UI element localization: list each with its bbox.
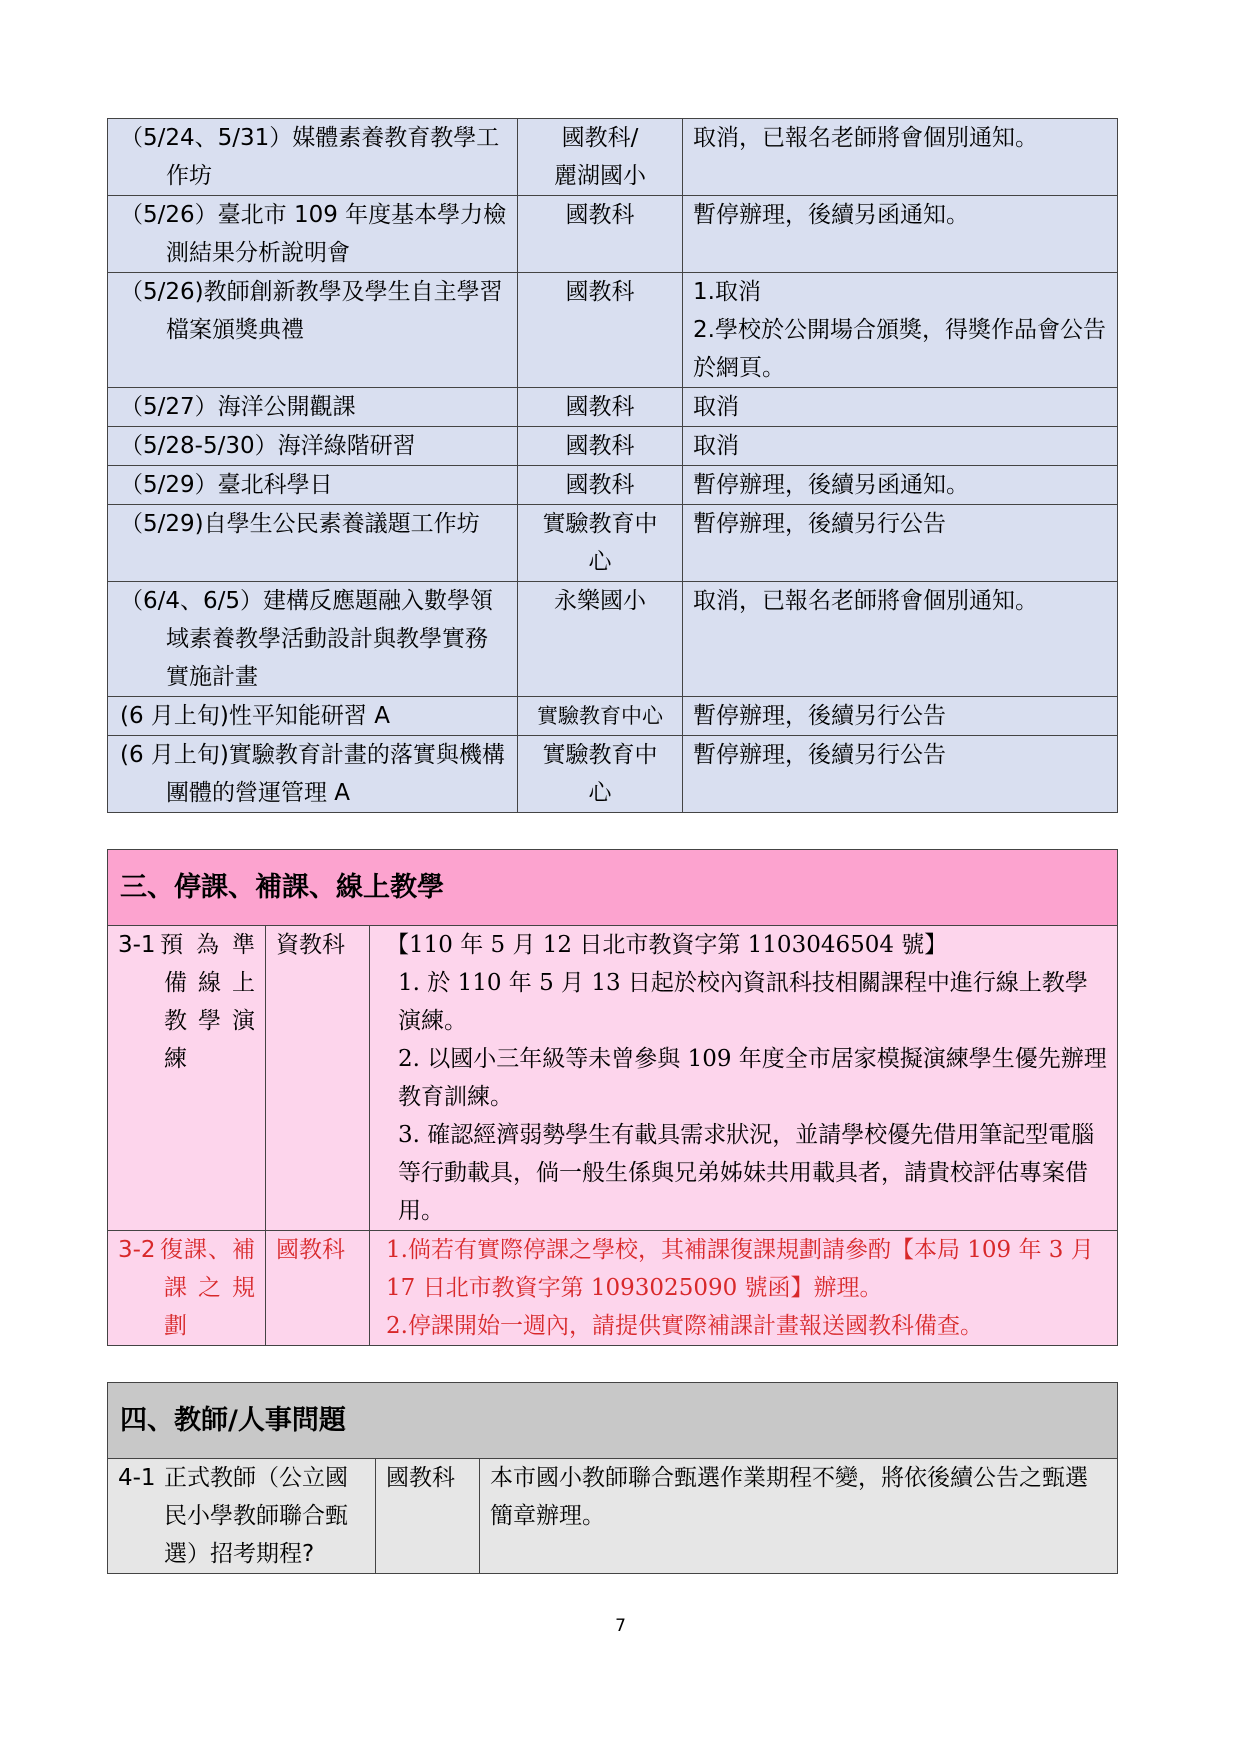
event-name: （5/27）海洋公開觀課 — [108, 388, 518, 427]
event-row — [108, 505, 1118, 582]
topic-line: 備線上 — [164, 970, 255, 996]
point-item: 1.倘若有實際停課之學校，其補課復課規劃請參酌【本局 109 年 3 月 17 日北市教資字第 1093025090 號函】辦理。 — [386, 1237, 1094, 1301]
event-row — [108, 388, 1118, 427]
event-status — [683, 582, 1118, 697]
section3-item1-unit: 資教科 — [266, 926, 370, 1231]
event-name: （6/4、6/5）建構反應題融入數學領域素養教學活動設計與教學實務實施計畫 — [108, 582, 518, 697]
status-line: 暫停辦理，後續另行公告 — [693, 742, 946, 768]
section3-item1-content — [370, 926, 1118, 1231]
point-item: 3. 確認經濟弱勢學生有載具需求狀況，並請學校優先借用筆記型電腦等行動載具，倘一般生係與兄弟姊妹共用載具者，請貴校評估專案借用。 — [398, 1122, 1095, 1224]
event-name: （5/29）臺北科學日 — [108, 466, 518, 505]
status-line: 2.學校於公開場合頒獎，得獎作品會公告於網頁。 — [693, 317, 1106, 381]
event-status — [683, 273, 1118, 388]
section4-item1-answer: 本市國小教師聯合甄選作業期程不變，將依後續公告之甄選簡章辦理。 — [480, 1459, 1118, 1574]
topic-line: 課之規 — [164, 1275, 255, 1301]
event-unit — [518, 505, 683, 582]
section4-item1-unit: 國教科 — [376, 1459, 480, 1574]
item-code: 3-2 — [118, 1237, 156, 1263]
unit-line: 國教科 — [565, 433, 635, 459]
section3-item2-row — [108, 1231, 1118, 1346]
section4-header-row — [108, 1383, 1118, 1459]
event-row — [108, 736, 1118, 813]
event-row — [108, 582, 1118, 697]
events-table-body — [108, 119, 1118, 813]
event-name: （5/26）臺北市 109 年度基本學力檢測結果分析說明會 — [108, 196, 518, 273]
unit-line: 國教科 — [565, 202, 635, 228]
event-status — [683, 505, 1118, 582]
event-status — [683, 119, 1118, 196]
event-row — [108, 427, 1118, 466]
reference-text: 【110 年 5 月 12 日北市教資字第 1103046504 號】 — [386, 932, 948, 958]
status-line: 暫停辦理，後續另函通知。 — [693, 202, 969, 228]
event-row — [108, 466, 1118, 505]
event-row — [108, 697, 1118, 736]
status-line: 暫停辦理，後續另函通知。 — [693, 472, 969, 498]
section3-item2-content — [370, 1231, 1118, 1346]
unit-line: 心 — [588, 549, 612, 575]
event-status — [683, 196, 1118, 273]
event-status — [683, 388, 1118, 427]
event-unit — [518, 697, 683, 736]
status-line: 暫停辦理，後續另行公告 — [693, 703, 946, 729]
topic-line: 預為準 — [160, 932, 255, 958]
section4-table — [107, 1382, 1118, 1574]
item-code: 3-1 — [118, 932, 156, 958]
event-name: （5/24、5/31）媒體素養教育教學工作坊 — [108, 119, 518, 196]
unit-line: 麗湖國小 — [554, 163, 646, 189]
event-name: （5/29)自學生公民素養議題工作坊 — [108, 505, 518, 582]
section3-item1-row — [108, 926, 1118, 1231]
section3-header-row — [108, 850, 1118, 926]
event-status — [683, 466, 1118, 505]
topic-text: 正式教師（公立國民小學教師聯合甄選）招考期程? — [164, 1465, 348, 1567]
event-unit — [518, 582, 683, 697]
event-name: （5/26)教師創新教學及學生自主學習檔案頒獎典禮 — [108, 273, 518, 388]
unit-line: 實驗教育中 — [542, 511, 658, 537]
event-unit — [518, 466, 683, 505]
event-row — [108, 273, 1118, 388]
unit-line: 國教科 — [565, 279, 635, 305]
point-item: 2.停課開始一週內，請提供實際補課計畫報送國教科備查。 — [386, 1313, 983, 1339]
status-line: 取消 — [693, 394, 739, 420]
topic-line: 教學演 — [164, 1008, 255, 1034]
unit-line: 國教科/ — [561, 125, 639, 151]
event-unit — [518, 196, 683, 273]
section3-item2-topic — [108, 1231, 266, 1346]
section3-title: 三、停課、補課、線上教學 — [108, 850, 1118, 926]
event-unit — [518, 119, 683, 196]
event-row — [108, 196, 1118, 273]
event-unit — [518, 427, 683, 466]
unit-line: 心 — [588, 780, 612, 806]
status-line: 暫停辦理，後續另行公告 — [693, 511, 946, 537]
event-status — [683, 736, 1118, 813]
event-status — [683, 427, 1118, 466]
point-item: 2. 以國小三年級等未曾參與 109 年度全市居家模擬演練學生優先辦理教育訓練。 — [398, 1046, 1107, 1110]
event-unit — [518, 273, 683, 388]
section4-item1-row — [108, 1459, 1118, 1574]
unit-line: 永樂國小 — [554, 588, 646, 614]
unit-line: 國教科 — [565, 472, 635, 498]
event-name: (6 月上旬)實驗教育計畫的落實與機構團體的營運管理 A — [108, 736, 518, 813]
event-unit — [518, 736, 683, 813]
event-unit — [518, 388, 683, 427]
status-line: 1.取消 — [693, 279, 761, 305]
status-line: 取消 — [693, 433, 739, 459]
unit-line: 實驗教育中心 — [537, 704, 663, 728]
section3-item2-unit: 國教科 — [266, 1231, 370, 1346]
item-code: 4-1 — [118, 1465, 156, 1491]
events-table — [107, 118, 1118, 813]
section4-title: 四、教師/人事問題 — [108, 1383, 1118, 1459]
event-row — [108, 119, 1118, 196]
event-name: (6 月上旬)性平知能研習 A — [108, 697, 518, 736]
topic-line: 劃 — [164, 1313, 187, 1339]
section4-item1-topic — [108, 1459, 376, 1574]
status-line: 取消，已報名老師將會個別通知。 — [693, 125, 1038, 151]
event-name: （5/28-5/30）海洋綠階研習 — [108, 427, 518, 466]
section3-table — [107, 849, 1118, 1346]
status-line: 取消，已報名老師將會個別通知。 — [693, 588, 1038, 614]
page-number: 7 — [615, 1616, 626, 1636]
unit-line: 實驗教育中 — [542, 742, 658, 768]
topic-line: 復課、補 — [160, 1237, 255, 1263]
topic-line: 練 — [164, 1046, 187, 1072]
event-status — [683, 697, 1118, 736]
unit-line: 國教科 — [565, 394, 635, 420]
point-item: 1. 於 110 年 5 月 13 日起於校內資訊科技相關課程中進行線上教學演練。 — [398, 970, 1088, 1034]
section3-item1-topic — [108, 926, 266, 1231]
